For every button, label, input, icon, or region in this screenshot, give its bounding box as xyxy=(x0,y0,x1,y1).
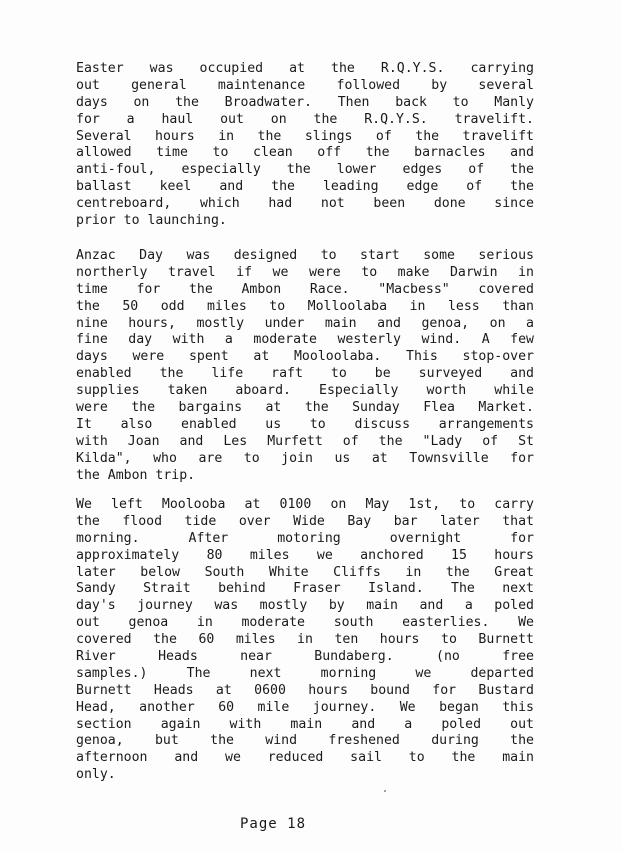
text-line: approximately 80 miles we anchored 15 hours xyxy=(76,547,534,563)
text-line: allowed time to clean off the barnacles and xyxy=(76,145,534,161)
text-line: Burnett Heads at 0600 hours bound for Bustard xyxy=(76,682,534,698)
text-line: nine hours, mostly under main and genoa, on a xyxy=(76,315,534,331)
text-line: days on the Broadwater. Then back to Manly xyxy=(76,94,534,110)
text-line: covered the 60 miles in ten hours to Burnett xyxy=(76,632,534,648)
text-line: the 50 odd miles to Molloolaba in less than xyxy=(76,298,534,314)
text-line: time for the Ambon Race. "Macbess" covered xyxy=(76,281,534,297)
text-line: ballast keel and the leading edge of the xyxy=(76,179,534,195)
text-line: centreboard, which had not been done since xyxy=(76,196,534,212)
text-line: the Ambon trip. xyxy=(76,467,196,483)
text-line: It also enabled us to discuss arrangements xyxy=(76,416,534,432)
text-line: supplies taken aboard. Especially worth while xyxy=(76,383,534,399)
text-line: section again with main and a poled out xyxy=(76,716,534,732)
text-line: anti-foul, especially the lower edges of the xyxy=(76,162,534,178)
text-line: with Joan and Les Murfett of the "Lady of St xyxy=(76,433,534,449)
text-line: the flood tide over Wide Bay bar later that xyxy=(76,513,534,529)
text-line: Anzac Day was designed to start some serious xyxy=(76,248,534,263)
text-line: Sandy Strait behind Fraser Island. The next xyxy=(76,581,534,597)
text-line: Head, another 60 mile journey. We began this xyxy=(76,699,534,715)
text-line: samples.) The next morning we departed xyxy=(76,665,534,681)
paragraph-easter xyxy=(76,61,534,230)
text-line: We left Moolooba at 0100 on May 1st, to carry xyxy=(76,497,534,512)
text-line: Kilda", who are to join us at Townsville for xyxy=(76,450,534,466)
text-line: out general maintenance followed by several xyxy=(76,77,534,93)
text-line: River Heads near Bundaberg. (no free xyxy=(76,649,534,665)
paragraph-departure xyxy=(76,497,534,784)
text-line: Several hours in the slings of the travelift xyxy=(76,128,534,144)
paper-speck xyxy=(384,790,386,792)
text-line: out genoa in moderate south easterlies. We xyxy=(76,615,534,631)
text-line: afternoon and we reduced sail to the main xyxy=(76,750,534,766)
text-line: for a haul out on the R.Q.Y.S. travelift. xyxy=(76,111,534,127)
paragraph-anzac-day xyxy=(76,248,534,484)
text-line: fine day with a moderate westerly wind. A few xyxy=(76,332,534,348)
page-number: Page 18 xyxy=(240,816,307,832)
text-line: genoa, but the wind freshened during the xyxy=(76,733,534,749)
text-line: day's journey was mostly by main and a poled xyxy=(76,598,534,614)
text-line: morning. After motoring overnight for xyxy=(76,530,534,546)
text-line: only. xyxy=(76,767,116,783)
text-line: northerly travel if we were to make Darwin in xyxy=(76,264,534,280)
text-line: later below South White Cliffs in the Great xyxy=(76,564,534,580)
text-line: Easter was occupied at the R.Q.Y.S. carrying xyxy=(76,61,534,76)
text-line: were the bargains at the Sunday Flea Market. xyxy=(76,400,534,416)
text-line: days were spent at Mooloolaba. This stop-over xyxy=(76,349,534,365)
text-line: enabled the life raft to be surveyed and xyxy=(76,366,534,382)
text-line: prior to launching. xyxy=(76,213,227,229)
